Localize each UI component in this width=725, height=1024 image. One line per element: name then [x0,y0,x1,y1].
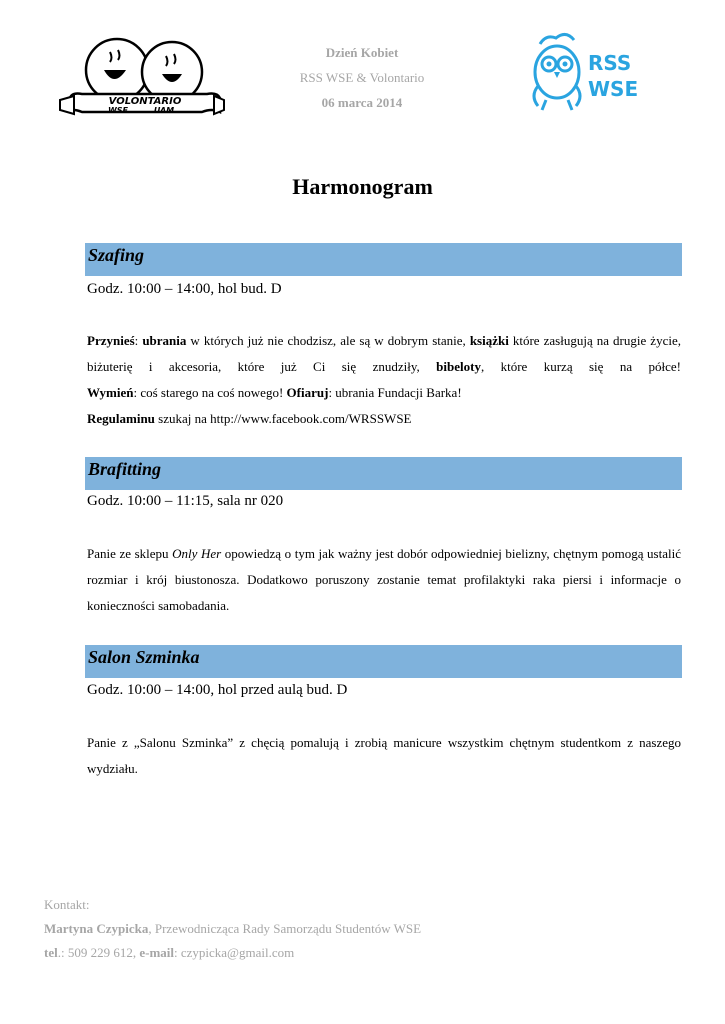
section-heading-szafing: Szafing [85,243,682,276]
event-name: Dzień Kobiet [325,45,399,60]
rss-wse-logo [528,30,639,116]
volontario-logo [52,34,232,122]
section-time-salon-szminka: Godz. 10:00 – 14:00, hol przed aulą bud. D [87,682,348,698]
event-date: 06 marca 2014 [321,95,403,110]
contact-footer [44,893,421,965]
contact-label: Kontakt: [44,897,90,912]
rss-text: RSS [588,51,632,75]
svg-text:WSE: WSE [107,106,129,115]
document-header [262,40,462,115]
wse-text: WSE [588,77,639,101]
svg-text:UAM: UAM [153,106,175,115]
section-time-szafing: Godz. 10:00 – 14:00, hol bud. D [87,281,282,297]
volontario-logo-text: VOLONTARIO [108,96,182,107]
page-title: Harmonogram [292,174,433,199]
event-organizers: RSS WSE & Volontario [299,70,425,85]
section-body-brafitting: Panie ze sklepu Only Her opowiedzą o tym jak ważny jest dobór odpowiedniej bielizny, chętnym pomogą ustalić rozmiar i krój biustonosza. Dodatkowo poruszony zostanie temat profilaktyki raka piersi i informacje o konieczności samobadania. [87,546,681,613]
section-heading-brafitting: Brafitting [85,457,682,490]
contact-details: tel.: 509 229 612, e-mail: czypicka@gmail.com [44,945,295,960]
contact-person: Martyna Czypicka, Przewodnicząca Rady Samorządu Studentów WSE [44,921,422,936]
section-time-brafitting: Godz. 10:00 – 11:15, sala nr 020 [87,493,284,509]
section-heading-salon-szminka: Salon Szminka [85,645,682,678]
section-body-salon-szminka: Panie z „Salonu Szminka” z chęcią pomalują i zrobią manicure wszystkim chętnym studentkom z naszego wydziału. [87,735,681,776]
section-body-szafing: Przynieś: ubrania w których już nie chodzisz, ale są w dobrym stanie, książki które zasługują na drugie życie, biżuterię i akcesoria, które już Ci się znudziły, bibeloty, które kurzą się na półce! Wymień: coś starego na coś nowego! Ofiaruj: ubrania Fundacji Barka! Regulaminu szukaj na http://www.facebook.com/WRSSWSE [87,333,682,426]
